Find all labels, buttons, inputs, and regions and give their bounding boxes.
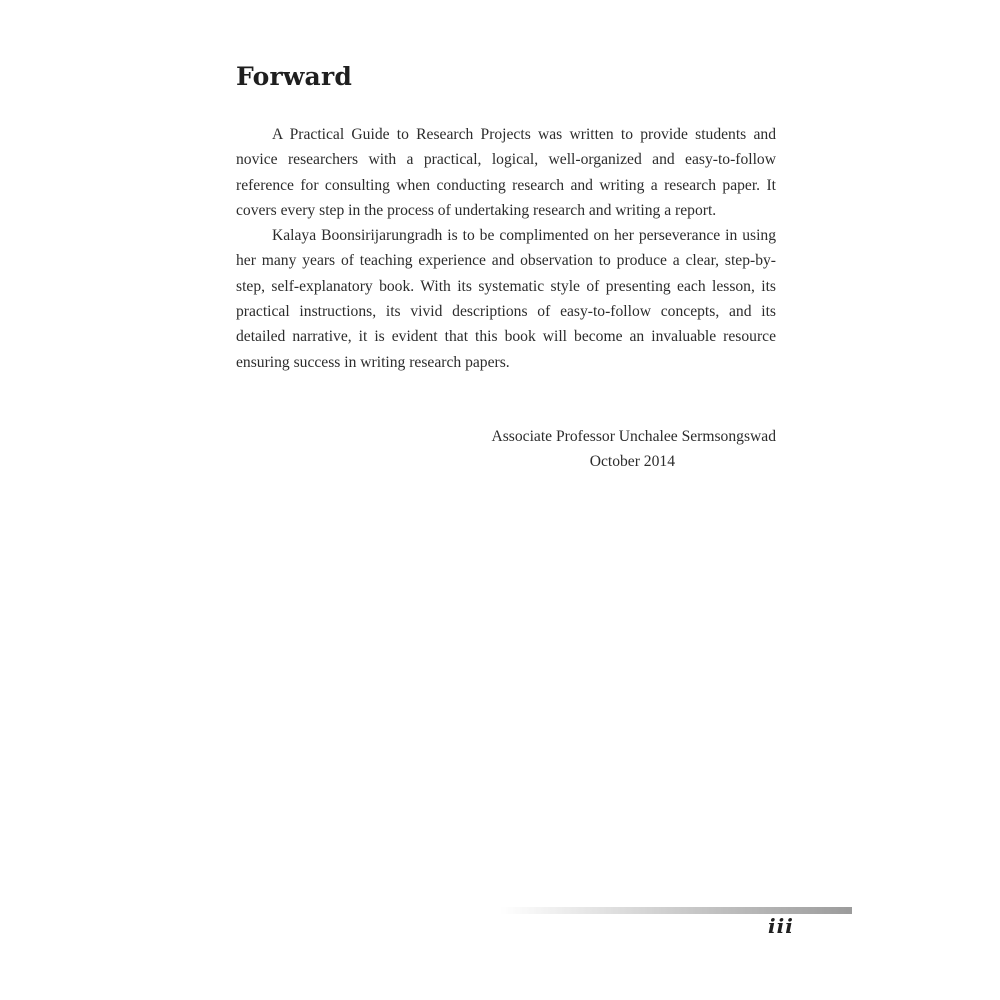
page-title: Forward [236,62,352,91]
signature-name: Associate Professor Unchalee Sermsongswad [491,428,776,445]
paragraph-2: Kalaya Boonsirijarungradh is to be complimented on her perseverance in using her many years of teaching experience and observation to produce a clear, step-by-step, self-explanatory book. With its systematic style of presenting each lesson, its practical instructions, its vivid descriptions of easy-to-follow concepts, and its detailed narrative, it is evident that this book will become an invaluable resource ensuring success in writing research papers. [236,227,776,371]
footer-gradient-bar [500,907,852,914]
signature-block [420,424,776,474]
paragraph-1: A Practical Guide to Research Projects was written to provide students and novice researchers with a practical, logical, well-organized and easy-to-follow reference for consulting when conducting research and writing a research paper. It covers every step in the process of undertaking research and writing a report. [236,126,776,219]
forward-body [236,122,776,375]
page-number: iii [768,914,794,938]
signature-date: October 2014 [589,453,675,470]
